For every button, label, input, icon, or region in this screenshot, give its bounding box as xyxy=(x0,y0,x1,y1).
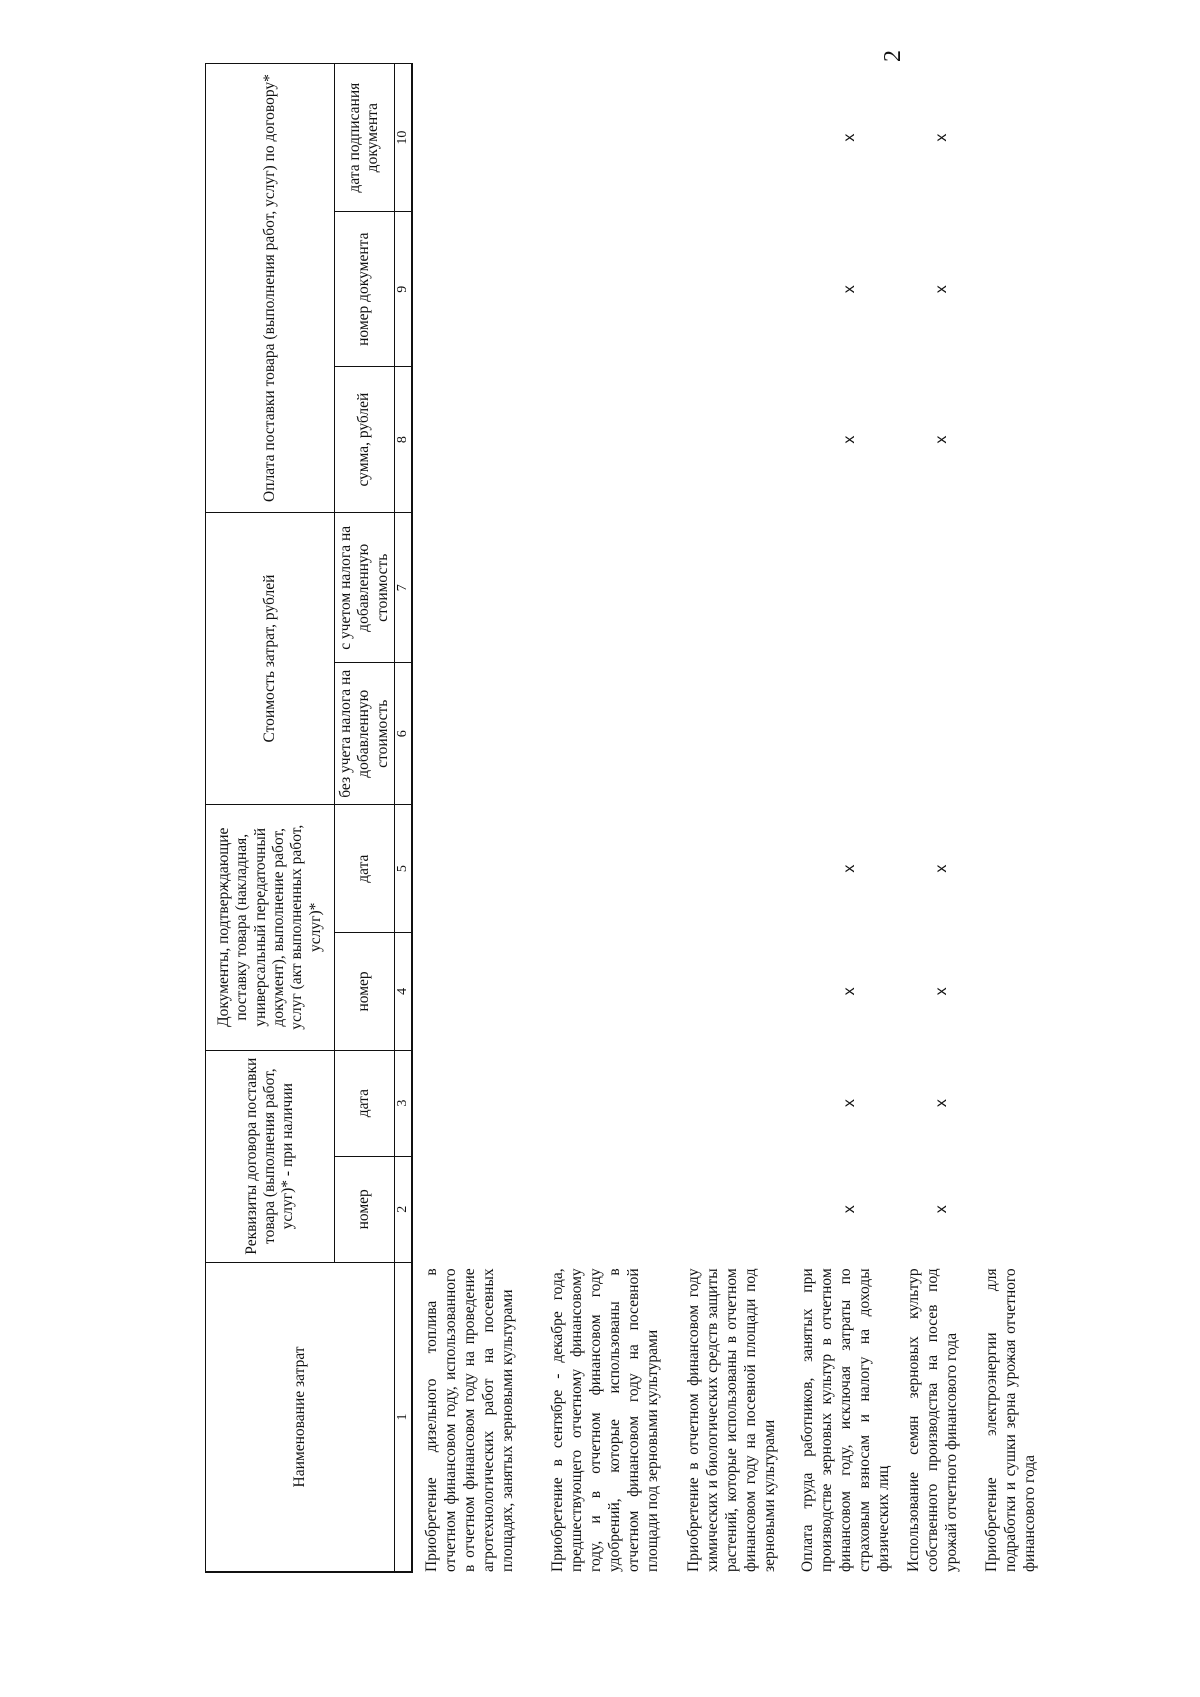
column-number-9: 9 xyxy=(394,212,412,367)
mark-cell xyxy=(683,663,797,805)
table-spacer xyxy=(412,64,421,1573)
column-number-7: 7 xyxy=(394,513,412,663)
mark-cell xyxy=(547,1050,683,1156)
mark-cell xyxy=(981,212,1053,367)
header-cost-value: Стоимость затрат, рублей xyxy=(206,513,335,805)
mark-cell xyxy=(547,367,683,513)
mark-cell: x xyxy=(840,435,858,444)
mark-cell xyxy=(421,513,547,663)
cost-name-cell: Приобретение в отчетном финансовом году химических и биологических средств защиты растений, которые использованы в отчетном финансовом году на посевной площади под зерновыми культурами xyxy=(685,1268,778,1572)
table-row xyxy=(797,64,903,1573)
column-number-4: 4 xyxy=(394,933,412,1050)
mark-cell: x xyxy=(932,1099,950,1108)
mark-cell xyxy=(547,933,683,1050)
mark-cell xyxy=(903,513,981,663)
costs-table xyxy=(205,63,1053,1573)
table-row xyxy=(547,64,683,1573)
mark-cell: x xyxy=(840,1205,858,1214)
mark-cell: x xyxy=(840,133,858,142)
column-number-2: 2 xyxy=(394,1156,412,1262)
mark-cell xyxy=(683,367,797,513)
column-number-5: 5 xyxy=(394,805,412,933)
mark-cell xyxy=(683,1156,797,1262)
mark-cell: x xyxy=(840,285,858,294)
cost-name-cell: Оплата труда работников, занятых при производстве зерновых культур в отчетном финансовом году, исключая затраты по страховым взносам и налогу на доходы физических лиц xyxy=(799,1268,892,1572)
mark-cell xyxy=(547,1156,683,1262)
mark-cell xyxy=(547,805,683,933)
mark-cell xyxy=(421,933,547,1050)
column-number-3: 3 xyxy=(394,1050,412,1156)
mark-cell: x xyxy=(840,864,858,873)
mark-cell: x xyxy=(932,435,950,444)
mark-cell xyxy=(683,933,797,1050)
mark-cell xyxy=(421,367,547,513)
mark-cell: x xyxy=(932,1205,950,1214)
header-payment-doc-number: номер документа xyxy=(335,212,395,367)
header-payment-sum: сумма, рублей xyxy=(335,367,395,513)
column-number-6: 6 xyxy=(394,663,412,805)
mark-cell xyxy=(547,212,683,367)
header-cost-no-vat: без учета налога на добавленную стоимость xyxy=(335,663,395,805)
column-number-1: 1 xyxy=(394,1262,412,1572)
header-payment-doc-date: дата подписания документа xyxy=(335,64,395,212)
mark-cell xyxy=(421,1156,547,1262)
mark-cell xyxy=(421,64,547,212)
mark-cell: x xyxy=(932,864,950,873)
mark-cell: x xyxy=(840,987,858,996)
table-row xyxy=(683,64,797,1573)
mark-cell xyxy=(547,513,683,663)
table-row xyxy=(421,64,547,1573)
mark-cell xyxy=(547,64,683,212)
mark-cell xyxy=(903,663,981,805)
header-contract-details: Реквизиты договора поставки товара (выполнения работ, услуг)* - при наличии xyxy=(206,1050,335,1262)
mark-cell xyxy=(421,805,547,933)
cost-name-cell: Использование семян зерновых культур собственного производства на посев под урожай отчетного финансового года xyxy=(905,1268,961,1572)
mark-cell xyxy=(981,1156,1053,1262)
mark-cell xyxy=(421,1050,547,1156)
mark-cell xyxy=(981,805,1053,933)
header-payment: Оплата поставки товара (выполнения работ, услуг) по договору* xyxy=(206,64,335,513)
mark-cell xyxy=(981,1050,1053,1156)
header-contract-date: дата xyxy=(335,1050,395,1156)
header-cost-with-vat: с учетом налога на добавленную стоимость xyxy=(335,513,395,663)
mark-cell xyxy=(797,513,903,663)
mark-cell: x xyxy=(932,133,950,142)
mark-cell xyxy=(421,212,547,367)
header-docs-number: номер xyxy=(335,933,395,1050)
mark-cell xyxy=(981,64,1053,212)
mark-cell xyxy=(683,212,797,367)
header-docs-date: дата xyxy=(335,805,395,933)
page-number: 2 xyxy=(880,50,906,62)
table-row xyxy=(981,64,1053,1573)
column-number-10: 10 xyxy=(394,64,412,212)
header-supporting-documents: Документы, подтверждающие поставку товара (накладная, универсальный передаточный документ), выполнение работ, услуг (акт выполненных работ, услуг)* xyxy=(206,805,335,1051)
column-number-8: 8 xyxy=(394,367,412,513)
table-row xyxy=(903,64,981,1573)
mark-cell: x xyxy=(932,285,950,294)
mark-cell xyxy=(683,513,797,663)
mark-cell xyxy=(981,663,1053,805)
mark-cell xyxy=(421,663,547,805)
cost-name-cell: Приобретение в сентябре - декабре года, предшествующего отчетному финансовому году, и в отчетном финансовом году удобрений, которые использованы в отчетном финансовом году на посевной площади под зерновыми культурами xyxy=(549,1268,661,1572)
mark-cell xyxy=(683,1050,797,1156)
mark-cell: x xyxy=(932,987,950,996)
mark-cell xyxy=(981,513,1053,663)
rotated-table-container xyxy=(205,63,1039,1573)
mark-cell xyxy=(547,663,683,805)
cost-name-cell: Приобретение дизельного топлива в отчетном финансовом году, использованного в отчетном финансовом году на проведение агротехнологических работ на посевных площадях, занятых зерновыми культурами xyxy=(423,1268,516,1572)
mark-cell: x xyxy=(840,1099,858,1108)
mark-cell xyxy=(981,367,1053,513)
header-cost-name: Наименование затрат xyxy=(206,1262,395,1572)
mark-cell xyxy=(797,663,903,805)
mark-cell xyxy=(981,933,1053,1050)
mark-cell xyxy=(683,64,797,212)
cost-name-cell: Приобретение электроэнергии для подработки и сушки зерна урожая отчетного финансового года xyxy=(983,1268,1039,1572)
mark-cell xyxy=(683,805,797,933)
header-contract-number: номер xyxy=(335,1156,395,1262)
